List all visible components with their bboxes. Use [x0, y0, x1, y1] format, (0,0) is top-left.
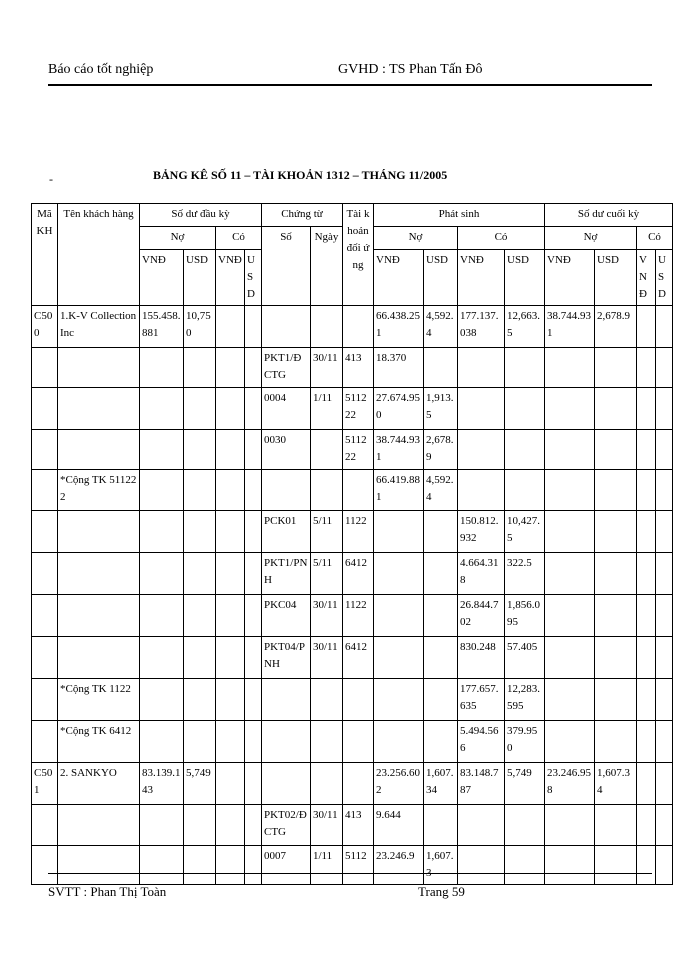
- table-cell: 1,856.095: [505, 595, 545, 637]
- table-cell: [245, 306, 262, 348]
- table-cell: [216, 805, 245, 846]
- list-mark: -: [49, 172, 53, 186]
- table-cell: 38.744.931: [374, 430, 424, 470]
- table-cell: [458, 430, 505, 470]
- table-cell: [216, 763, 245, 805]
- table-cell: 2. SANKYO: [58, 763, 140, 805]
- table-cell: 38.744.931: [545, 306, 595, 348]
- table-cell: [140, 348, 184, 388]
- table-cell: [595, 430, 637, 470]
- table-cell: [637, 805, 656, 846]
- table-cell: PKT1/ĐCTG: [262, 348, 311, 388]
- table-cell: 413: [343, 348, 374, 388]
- table-cell: 5/11: [311, 553, 343, 595]
- table-cell: [458, 388, 505, 430]
- table-cell: [595, 348, 637, 388]
- table-cell: [656, 763, 673, 805]
- dau-no-vnd: VNĐ: [140, 250, 184, 306]
- table-cell: [311, 763, 343, 805]
- dau-co-vnd: VNĐ: [216, 250, 245, 306]
- table-row: [32, 763, 673, 805]
- table-cell: [262, 679, 311, 721]
- table-cell: [595, 846, 637, 885]
- table-cell: [637, 348, 656, 388]
- table-cell: [32, 721, 58, 763]
- table-cell: [311, 470, 343, 511]
- table-cell: 10,750: [184, 306, 216, 348]
- table-cell: 66.419.881: [374, 470, 424, 511]
- table-cell: 379.950: [505, 721, 545, 763]
- table-cell: [184, 721, 216, 763]
- table-cell: [637, 430, 656, 470]
- table-cell: [58, 388, 140, 430]
- table-cell: [637, 846, 656, 885]
- table-cell: [656, 595, 673, 637]
- table-cell: [245, 637, 262, 679]
- table-cell: [545, 679, 595, 721]
- table-cell: [32, 595, 58, 637]
- table-cell: [424, 679, 458, 721]
- table-cell: 30/11: [311, 637, 343, 679]
- table-cell: [545, 553, 595, 595]
- page-number: Trang 59: [418, 884, 465, 899]
- table-cell: 2,678.9: [595, 306, 637, 348]
- table-cell: 1/11: [311, 388, 343, 430]
- table-cell: *Cộng TK 1122: [58, 679, 140, 721]
- table-row: [32, 637, 673, 679]
- table-cell: 322.5: [505, 553, 545, 595]
- table-cell: [216, 511, 245, 553]
- table-cell: 10,427.5: [505, 511, 545, 553]
- cuoi-no: Nợ: [545, 227, 637, 250]
- table-row: [32, 430, 673, 470]
- table-cell: [595, 470, 637, 511]
- table-cell: 5,749: [184, 763, 216, 805]
- table-cell: [656, 637, 673, 679]
- ps-no-usd: USD: [424, 250, 458, 306]
- table-cell: [245, 721, 262, 763]
- table-cell: 23.246.958: [545, 763, 595, 805]
- table-cell: [424, 595, 458, 637]
- table-cell: [656, 679, 673, 721]
- table-cell: 18.370: [374, 348, 424, 388]
- table-cell: [343, 721, 374, 763]
- table-cell: [595, 805, 637, 846]
- table-row: [32, 511, 673, 553]
- table-cell: 5,749: [505, 763, 545, 805]
- table-cell: [505, 805, 545, 846]
- table-cell: [58, 846, 140, 885]
- table-cell: [637, 763, 656, 805]
- table-title: BẢNG KÊ SỐ 11 – TÀI KHOẢN 1312 – THÁNG 11/2005: [153, 168, 448, 182]
- table-cell: 155.458.881: [140, 306, 184, 348]
- table-cell: [458, 805, 505, 846]
- cuoi-no-usd: USD: [595, 250, 637, 306]
- table-cell: 1,607.3: [424, 846, 458, 885]
- dau-no: Nợ: [140, 227, 216, 250]
- table-cell: [216, 388, 245, 430]
- table-cell: 413: [343, 805, 374, 846]
- table-cell: [505, 470, 545, 511]
- table-cell: [32, 553, 58, 595]
- col-so-du-cuoi-ky: Số dư cuối kỳ: [545, 204, 673, 227]
- table-cell: 5112: [343, 846, 374, 885]
- table-cell: [637, 637, 656, 679]
- col-chung-tu: Chứng từ: [262, 204, 343, 227]
- student-label: SVTT : Phan Thị Toàn: [48, 884, 167, 899]
- table-cell: [245, 763, 262, 805]
- table-cell: [262, 470, 311, 511]
- table-cell: [374, 511, 424, 553]
- table-cell: [656, 430, 673, 470]
- table-cell: 4,592.4: [424, 470, 458, 511]
- table-cell: 1122: [343, 595, 374, 637]
- table-cell: 1,607.34: [595, 763, 637, 805]
- table-cell: [656, 388, 673, 430]
- table-cell: PKT1/PNH: [262, 553, 311, 595]
- table-cell: [595, 511, 637, 553]
- table-cell: [595, 637, 637, 679]
- table-cell: [140, 679, 184, 721]
- table-body: [32, 306, 673, 885]
- table-row: [32, 306, 673, 348]
- table-cell: [58, 430, 140, 470]
- table-cell: 30/11: [311, 805, 343, 846]
- table-cell: [184, 595, 216, 637]
- col-phat-sinh: Phát sinh: [374, 204, 545, 227]
- table-cell: 1,913.5: [424, 388, 458, 430]
- table-cell: 5.494.566: [458, 721, 505, 763]
- table-cell: [184, 511, 216, 553]
- table-cell: [184, 679, 216, 721]
- table-cell: [58, 553, 140, 595]
- table-cell: *Cộng TK 6412: [58, 721, 140, 763]
- table-cell: [595, 679, 637, 721]
- table-cell: [458, 470, 505, 511]
- table-cell: [545, 637, 595, 679]
- table-cell: [32, 846, 58, 885]
- table-cell: [216, 637, 245, 679]
- table-cell: 23.246.9: [374, 846, 424, 885]
- table-cell: [374, 679, 424, 721]
- table-cell: 177.137.038: [458, 306, 505, 348]
- table-cell: [656, 721, 673, 763]
- table-cell: [32, 470, 58, 511]
- table-cell: 5/11: [311, 511, 343, 553]
- table-cell: [545, 805, 595, 846]
- ps-co-vnd: VNĐ: [458, 250, 505, 306]
- table-cell: PCK01: [262, 511, 311, 553]
- table-cell: [343, 679, 374, 721]
- table-cell: [140, 470, 184, 511]
- table-cell: [595, 721, 637, 763]
- table-cell: [262, 306, 311, 348]
- table-cell: [311, 430, 343, 470]
- table-cell: 0030: [262, 430, 311, 470]
- table-cell: [32, 348, 58, 388]
- table-cell: [58, 595, 140, 637]
- table-cell: 12,663.5: [505, 306, 545, 348]
- table-cell: [424, 511, 458, 553]
- table-row: [32, 679, 673, 721]
- col-ten-khach-hang: Tên khách hàng: [58, 204, 140, 306]
- table-cell: 83.139.143: [140, 763, 184, 805]
- table-cell: [458, 348, 505, 388]
- table-cell: [545, 388, 595, 430]
- cuoi-co-usd: USD: [656, 250, 673, 306]
- table-cell: [458, 846, 505, 885]
- table-cell: 150.812.932: [458, 511, 505, 553]
- table-cell: [637, 511, 656, 553]
- table-cell: [216, 430, 245, 470]
- table-row: [32, 553, 673, 595]
- table-cell: [184, 470, 216, 511]
- table-cell: PKC04: [262, 595, 311, 637]
- dau-co: Có: [216, 227, 262, 250]
- table-cell: [637, 470, 656, 511]
- table-cell: [505, 430, 545, 470]
- table-cell: 57.405: [505, 637, 545, 679]
- table-cell: [32, 388, 58, 430]
- table-cell: [656, 306, 673, 348]
- dau-no-usd: USD: [184, 250, 216, 306]
- table-cell: [245, 553, 262, 595]
- table-cell: [216, 679, 245, 721]
- table-cell: [245, 595, 262, 637]
- table-cell: [32, 430, 58, 470]
- table-cell: [140, 846, 184, 885]
- table-cell: [343, 306, 374, 348]
- table-cell: [140, 721, 184, 763]
- table-cell: [216, 306, 245, 348]
- table-cell: [216, 846, 245, 885]
- table-cell: [140, 595, 184, 637]
- advisor-label: GVHD : TS Phan Tấn Đô: [338, 62, 483, 77]
- table-cell: [656, 846, 673, 885]
- table-cell: [245, 679, 262, 721]
- table-cell: [184, 637, 216, 679]
- table-cell: 0004: [262, 388, 311, 430]
- table-cell: [140, 388, 184, 430]
- table-cell: 83.148.787: [458, 763, 505, 805]
- cuoi-no-vnd: VNĐ: [545, 250, 595, 306]
- table-row: [32, 805, 673, 846]
- table-cell: 4.664.318: [458, 553, 505, 595]
- table-cell: 30/11: [311, 595, 343, 637]
- table-cell: [424, 637, 458, 679]
- table-cell: [216, 721, 245, 763]
- table-cell: [58, 805, 140, 846]
- table-cell: [545, 470, 595, 511]
- table-cell: [374, 595, 424, 637]
- table-cell: [140, 430, 184, 470]
- table-cell: 26.844.702: [458, 595, 505, 637]
- table-cell: [637, 679, 656, 721]
- table-cell: *Cộng TK 511222: [58, 470, 140, 511]
- table-cell: PKT04/PNH: [262, 637, 311, 679]
- table-cell: [32, 805, 58, 846]
- ps-no: Nợ: [374, 227, 458, 250]
- table-cell: [637, 306, 656, 348]
- table-cell: [424, 553, 458, 595]
- table-cell: 12,283.595: [505, 679, 545, 721]
- table-cell: [656, 805, 673, 846]
- table-cell: [216, 553, 245, 595]
- table-cell: [184, 553, 216, 595]
- table-cell: [545, 348, 595, 388]
- table-cell: [140, 511, 184, 553]
- table-cell: [656, 553, 673, 595]
- table-cell: [637, 388, 656, 430]
- report-label: Báo cáo tốt nghiệp: [48, 62, 154, 77]
- table-cell: [58, 637, 140, 679]
- table-cell: 1,607.34: [424, 763, 458, 805]
- table-cell: [545, 511, 595, 553]
- table-cell: 177.657.635: [458, 679, 505, 721]
- cuoi-co-vnd: VNĐ: [637, 250, 656, 306]
- table-cell: [58, 348, 140, 388]
- table-cell: [245, 430, 262, 470]
- table-cell: [343, 470, 374, 511]
- table-cell: [58, 511, 140, 553]
- table-cell: [637, 595, 656, 637]
- col-so-du-dau-ky: Số dư đầu kỳ: [140, 204, 262, 227]
- table-cell: 0007: [262, 846, 311, 885]
- table-row: [32, 470, 673, 511]
- table-cell: [424, 721, 458, 763]
- table-cell: [374, 721, 424, 763]
- table-cell: [184, 348, 216, 388]
- table-cell: 830.248: [458, 637, 505, 679]
- table-cell: [343, 763, 374, 805]
- table-cell: [184, 805, 216, 846]
- table-cell: [424, 348, 458, 388]
- table-cell: [505, 388, 545, 430]
- table-cell: [216, 348, 245, 388]
- table-cell: 1122: [343, 511, 374, 553]
- table-cell: 4,592.4: [424, 306, 458, 348]
- table-header: [32, 204, 673, 306]
- table-cell: 2,678.9: [424, 430, 458, 470]
- table-cell: [245, 846, 262, 885]
- table-cell: [311, 306, 343, 348]
- page-header: [48, 60, 652, 86]
- dau-co-usd: USD: [245, 250, 262, 306]
- table-cell: [545, 430, 595, 470]
- table-row: [32, 348, 673, 388]
- table-cell: [262, 763, 311, 805]
- table-cell: [656, 348, 673, 388]
- table-cell: [140, 805, 184, 846]
- table-cell: [216, 470, 245, 511]
- ps-co: Có: [458, 227, 545, 250]
- table-cell: 1.K-V Collection Inc: [58, 306, 140, 348]
- table-cell: [656, 470, 673, 511]
- table-cell: 30/11: [311, 348, 343, 388]
- table-cell: [140, 637, 184, 679]
- table-cell: [595, 595, 637, 637]
- table-cell: [245, 805, 262, 846]
- table-cell: [595, 388, 637, 430]
- table-cell: [32, 679, 58, 721]
- table-cell: [637, 721, 656, 763]
- page-footer: [48, 873, 652, 899]
- table-row: [32, 388, 673, 430]
- table-cell: [32, 637, 58, 679]
- table-cell: [184, 430, 216, 470]
- table-cell: [245, 348, 262, 388]
- table-cell: 27.674.950: [374, 388, 424, 430]
- table-cell: [545, 846, 595, 885]
- col-ma-kh: Mã KH: [32, 204, 58, 306]
- table-row: [32, 721, 673, 763]
- table-cell: [545, 721, 595, 763]
- table-cell: [32, 511, 58, 553]
- table-cell: [505, 348, 545, 388]
- col-tai-khoan-doi-ung: Tài khoản đối ứng: [343, 204, 374, 306]
- ps-co-usd: USD: [505, 250, 545, 306]
- table-cell: 23.256.602: [374, 763, 424, 805]
- table-cell: 1/11: [311, 846, 343, 885]
- table-cell: [424, 805, 458, 846]
- ps-no-vnd: VNĐ: [374, 250, 424, 306]
- table-cell: [184, 388, 216, 430]
- table-cell: [311, 679, 343, 721]
- table-cell: [637, 553, 656, 595]
- table-row: [32, 595, 673, 637]
- table-cell: [216, 595, 245, 637]
- table-cell: C500: [32, 306, 58, 348]
- cuoi-co: Có: [637, 227, 673, 250]
- table-cell: [184, 846, 216, 885]
- ledger-table: [31, 203, 673, 885]
- table-cell: [245, 511, 262, 553]
- table-cell: [374, 637, 424, 679]
- table-cell: C501: [32, 763, 58, 805]
- table-cell: [140, 553, 184, 595]
- table-cell: 9.644: [374, 805, 424, 846]
- table-cell: 6412: [343, 637, 374, 679]
- table-cell: [245, 388, 262, 430]
- table-cell: 66.438.251: [374, 306, 424, 348]
- table-cell: 511222: [343, 430, 374, 470]
- table-cell: [595, 553, 637, 595]
- table-cell: PKT02/ĐCTG: [262, 805, 311, 846]
- table-cell: [374, 553, 424, 595]
- table-cell: [545, 595, 595, 637]
- col-ngay: Ngày: [311, 227, 343, 306]
- col-so: Số: [262, 227, 311, 306]
- table-cell: [245, 470, 262, 511]
- table-cell: 511222: [343, 388, 374, 430]
- table-cell: [262, 721, 311, 763]
- table-cell: [505, 846, 545, 885]
- table-cell: [311, 721, 343, 763]
- table-cell: 6412: [343, 553, 374, 595]
- table-cell: [656, 511, 673, 553]
- table-row: [32, 846, 673, 885]
